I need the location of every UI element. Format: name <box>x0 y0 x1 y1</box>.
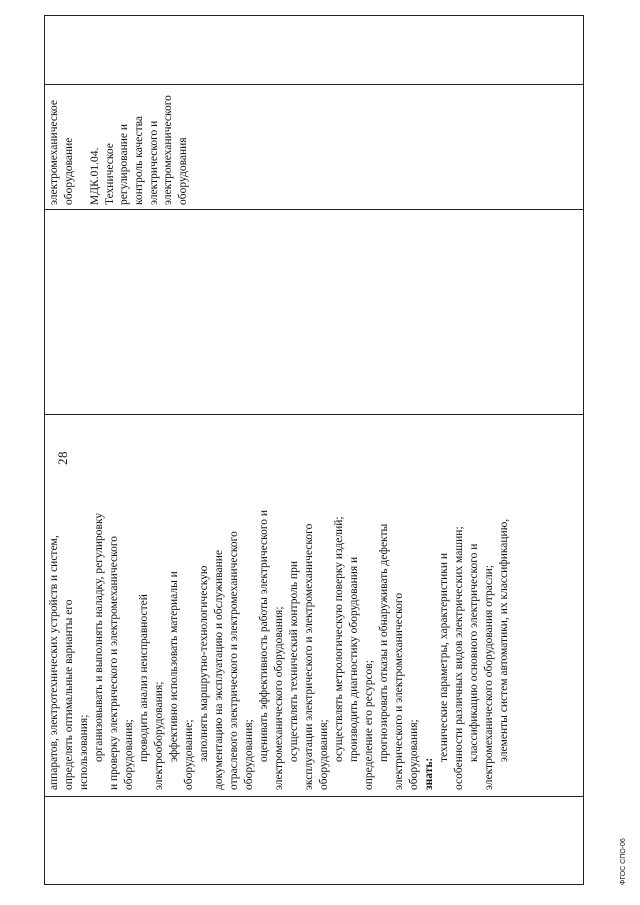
table-column-modules <box>45 84 583 209</box>
text-line: организовывать и выполнять наладку, регулировку <box>93 512 105 762</box>
text-line: аппаратов, электротехнических устройств и систем, <box>48 535 60 790</box>
standards-table <box>44 15 584 885</box>
module-line: контроль качества <box>132 115 145 205</box>
text-line: оборудования; <box>408 719 420 790</box>
text-line: эффективно использовать материалы и <box>168 571 180 762</box>
text-line: и проверку электрического и электромеханического <box>108 535 120 790</box>
section-heading: знать: <box>423 757 435 790</box>
text-line: заполнять маршрутно-технологическую <box>198 565 210 762</box>
text-line: технические параметры, характеристики и <box>438 552 450 762</box>
text-line: определять оптимальные варианты его <box>63 599 75 790</box>
text-line: оборудование; <box>183 719 195 790</box>
text-line: оборудования; <box>243 719 255 790</box>
text-line: оценивать эффективность работы электрического и <box>258 509 270 762</box>
text-line: классификацию основного электрического и <box>468 543 480 762</box>
text-line: элементы систем автоматики, их классификацию, <box>498 518 510 762</box>
module-line: оборудование <box>62 137 75 205</box>
module-line: электромеханического <box>162 95 175 205</box>
text-line: проводить анализ неисправностей <box>138 594 150 762</box>
module-line: оборудования <box>176 137 189 205</box>
module-line: регулирование и <box>118 123 131 205</box>
text-line: электромеханического оборудования отрасли; <box>483 564 495 790</box>
table-column-codes <box>45 14 583 84</box>
module-text <box>45 85 190 209</box>
text-line: отраслевого электрического и электромеханического <box>228 531 240 790</box>
text-line: прогнозировать отказы и обнаруживать дефекты <box>378 523 390 762</box>
module-line: электрического и <box>147 120 160 205</box>
footer-standard-code: ФГОС СПО-06 <box>620 838 627 885</box>
text-line: определение его ресурсов; <box>363 660 375 790</box>
module-line: Техническое <box>103 143 116 205</box>
text-line: электрического и электромеханического <box>393 592 405 790</box>
text-line: эксплуатации электрического и электромеханического <box>303 523 315 790</box>
module-line: электромеханическое <box>48 100 60 205</box>
competencies-text <box>45 415 512 796</box>
table-column-hours <box>45 209 583 414</box>
text-line: оборудования; <box>318 719 330 790</box>
text-line: документацию на эксплуатацию и обслуживание <box>213 550 225 790</box>
module-code: МДК.01.04. <box>89 147 102 205</box>
text-line: электромеханического оборудования; <box>273 606 285 790</box>
text-line: использования; <box>78 714 90 790</box>
text-line: оборудования; <box>123 719 135 790</box>
table-column-competencies <box>45 414 583 796</box>
page-number: 28 <box>55 451 70 465</box>
text-line: электрооборудования; <box>153 681 165 790</box>
text-line: осуществлять метрологическую поверку изделий; <box>333 516 345 762</box>
text-line: осуществлять технический контроль при <box>288 561 300 762</box>
table-column-index <box>45 796 583 884</box>
text-line: особенности различных видов электрических машин; <box>453 526 465 790</box>
text-line: производить диагностику оборудования и <box>348 556 360 762</box>
